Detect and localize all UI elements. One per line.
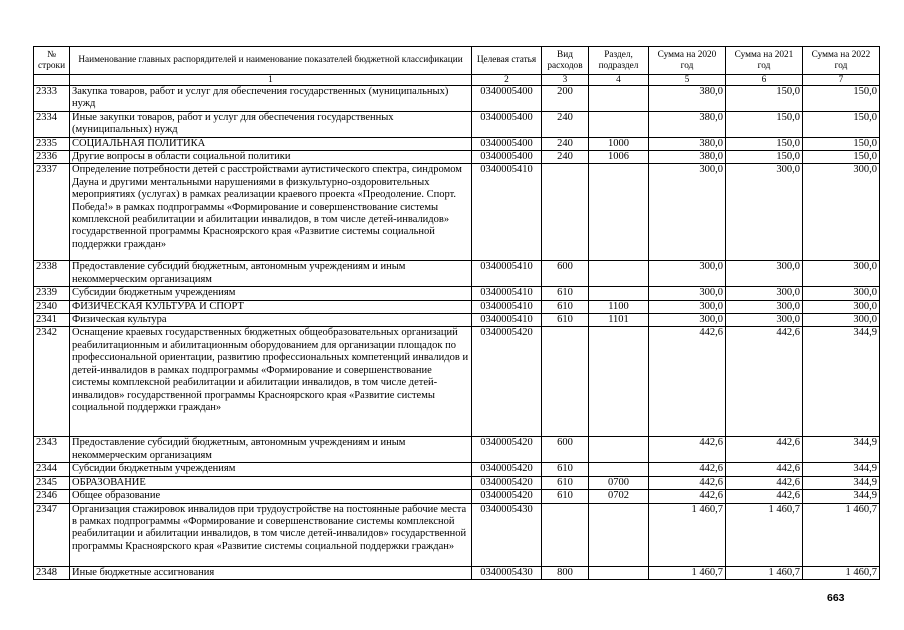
row-sum-2021-cell: 300,0	[726, 287, 803, 300]
row-sum-2022-cell: 150,0	[803, 111, 880, 137]
row-name-cell: Оснащение краевых государственных бюджетных общеобразовательных организаций реабилитационным и абилитационным оборудованием для организации площадок по профессиональной ориентации, развитию профессиональных компетенций инвалидов и детей-инвалидов в рамках подпрограммы «Формирование и совершенствование системы комплексной реабилитации и абилитации инвалидов, в том числе детей-инвалидов» государственной программы Красноярского края «Развитие системы социальной поддержки граждан»	[70, 327, 472, 437]
row-section-cell: 1101	[589, 314, 649, 327]
row-name-cell: Предоставление субсидий бюджетным, автономным учреждениям и иным некоммерческим организациям	[70, 261, 472, 287]
row-sum-2020-cell: 380,0	[649, 151, 726, 164]
row-target-cell: 0340005400	[472, 151, 542, 164]
row-target-cell: 0340005410	[472, 287, 542, 300]
row-sum-2020-cell: 1 460,7	[649, 503, 726, 566]
row-sum-2022-cell: 344,9	[803, 463, 880, 476]
row-number-cell: 2333	[34, 86, 70, 112]
row-number-cell: 2334	[34, 111, 70, 137]
row-expense-type-cell: 600	[542, 261, 589, 287]
column-number: 6	[726, 75, 803, 86]
header-expense-type: Вид расходов	[542, 47, 589, 75]
column-number: 1	[70, 75, 472, 86]
row-sum-2022-cell: 344,9	[803, 490, 880, 503]
row-number-cell: 2348	[34, 566, 70, 579]
row-expense-type-cell: 200	[542, 86, 589, 112]
row-number-cell: 2336	[34, 151, 70, 164]
row-section-cell	[589, 437, 649, 463]
table-row	[34, 137, 880, 150]
row-sum-2021-cell: 150,0	[726, 137, 803, 150]
row-section-cell: 1000	[589, 137, 649, 150]
row-name-cell: Субсидии бюджетным учреждениям	[70, 287, 472, 300]
row-expense-type-cell: 610	[542, 476, 589, 489]
row-expense-type-cell: 240	[542, 111, 589, 137]
column-number: 7	[803, 75, 880, 86]
row-sum-2021-cell: 442,6	[726, 490, 803, 503]
row-target-cell: 0340005420	[472, 490, 542, 503]
row-sum-2022-cell: 344,9	[803, 437, 880, 463]
column-number: 2	[472, 75, 542, 86]
row-sum-2020-cell: 300,0	[649, 287, 726, 300]
row-sum-2021-cell: 442,6	[726, 476, 803, 489]
row-name-cell: Организация стажировок инвалидов при трудоустройстве на постоянные рабочие места в рамках подпрограммы «Формирование и совершенствование системы комплексной реабилитации и абилитации инвалидов, в том числе детей-инвалидов» государственной программы Красноярского края «Развитие системы социальной поддержки граждан»	[70, 503, 472, 566]
row-sum-2021-cell: 300,0	[726, 164, 803, 261]
row-target-cell: 0340005430	[472, 503, 542, 566]
row-section-cell	[589, 327, 649, 437]
table-row	[34, 300, 880, 313]
row-sum-2021-cell: 300,0	[726, 300, 803, 313]
row-sum-2021-cell: 300,0	[726, 314, 803, 327]
row-sum-2020-cell: 380,0	[649, 111, 726, 137]
row-sum-2022-cell: 150,0	[803, 137, 880, 150]
row-name-cell: Субсидии бюджетным учреждениям	[70, 463, 472, 476]
row-target-cell: 0340005430	[472, 566, 542, 579]
header-row-no: № строки	[34, 47, 70, 75]
row-section-cell: 1006	[589, 151, 649, 164]
row-target-cell: 0340005410	[472, 314, 542, 327]
row-name-cell: Общее образование	[70, 490, 472, 503]
row-sum-2022-cell: 344,9	[803, 476, 880, 489]
row-sum-2021-cell: 150,0	[726, 86, 803, 112]
table-row	[34, 476, 880, 489]
row-sum-2020-cell: 300,0	[649, 314, 726, 327]
row-section-cell	[589, 111, 649, 137]
page-number: 663	[827, 592, 845, 604]
table-row	[34, 287, 880, 300]
row-expense-type-cell	[542, 503, 589, 566]
row-section-cell	[589, 503, 649, 566]
row-name-cell: ФИЗИЧЕСКАЯ КУЛЬТУРА И СПОРТ	[70, 300, 472, 313]
row-target-cell: 0340005420	[472, 437, 542, 463]
row-section-cell	[589, 164, 649, 261]
table-row	[34, 566, 880, 579]
row-sum-2020-cell: 442,6	[649, 327, 726, 437]
row-target-cell: 0340005410	[472, 300, 542, 313]
row-name-cell: Закупка товаров, работ и услуг для обеспечения государственных (муниципальных) нужд	[70, 86, 472, 112]
header-sum-2022: Сумма на 2022 год	[803, 47, 880, 75]
row-section-cell	[589, 287, 649, 300]
row-sum-2021-cell: 442,6	[726, 463, 803, 476]
table-row	[34, 261, 880, 287]
row-name-cell: Физическая культура	[70, 314, 472, 327]
header-sum-2021: Сумма на 2021 год	[726, 47, 803, 75]
header-section: Раздел, подраздел	[589, 47, 649, 75]
row-sum-2020-cell: 442,6	[649, 490, 726, 503]
row-target-cell: 0340005410	[472, 261, 542, 287]
row-sum-2021-cell: 442,6	[726, 327, 803, 437]
row-target-cell: 0340005400	[472, 137, 542, 150]
row-expense-type-cell: 610	[542, 287, 589, 300]
row-name-cell: ОБРАЗОВАНИЕ	[70, 476, 472, 489]
row-section-cell	[589, 86, 649, 112]
row-sum-2020-cell: 442,6	[649, 463, 726, 476]
row-sum-2021-cell: 442,6	[726, 437, 803, 463]
row-number-cell: 2335	[34, 137, 70, 150]
row-name-cell: СОЦИАЛЬНАЯ ПОЛИТИКА	[70, 137, 472, 150]
row-sum-2022-cell: 344,9	[803, 327, 880, 437]
table-header	[34, 47, 880, 86]
row-number-cell: 2344	[34, 463, 70, 476]
row-sum-2021-cell: 1 460,7	[726, 566, 803, 579]
row-sum-2020-cell: 442,6	[649, 476, 726, 489]
row-sum-2020-cell: 1 460,7	[649, 566, 726, 579]
row-sum-2022-cell: 300,0	[803, 314, 880, 327]
row-section-cell	[589, 261, 649, 287]
row-sum-2021-cell: 300,0	[726, 261, 803, 287]
row-expense-type-cell: 610	[542, 314, 589, 327]
row-name-cell: Определение потребности детей с расстройствами аутистического спектра, синдромом Дауна и другими ментальными нарушениями в физкультурно-оздоровительных мероприятиях (услугах) в рамках реализации краевого проекта «Преодоление. Спорт. Победа!» в рамках подпрограммы «Формирование и совершенствование системы комплексной реабилитации и абилитации инвалидов, в том числе детей-инвалидов» государственной программы Красноярского края «Развитие системы социальной поддержки граждан»	[70, 164, 472, 261]
table-row	[34, 490, 880, 503]
row-sum-2020-cell: 380,0	[649, 137, 726, 150]
row-name-cell: Иные бюджетные ассигнования	[70, 566, 472, 579]
row-number-cell: 2346	[34, 490, 70, 503]
row-number-cell: 2338	[34, 261, 70, 287]
row-number-cell: 2341	[34, 314, 70, 327]
row-section-cell	[589, 463, 649, 476]
row-sum-2022-cell: 300,0	[803, 164, 880, 261]
table-row	[34, 164, 880, 261]
row-sum-2020-cell: 300,0	[649, 164, 726, 261]
row-sum-2020-cell: 442,6	[649, 437, 726, 463]
row-name-cell: Другие вопросы в области социальной политики	[70, 151, 472, 164]
row-number-cell: 2337	[34, 164, 70, 261]
table-row	[34, 111, 880, 137]
row-sum-2021-cell: 1 460,7	[726, 503, 803, 566]
row-number-cell: 2340	[34, 300, 70, 313]
row-sum-2021-cell: 150,0	[726, 151, 803, 164]
header-row	[34, 47, 880, 75]
row-sum-2022-cell: 150,0	[803, 86, 880, 112]
table-row	[34, 437, 880, 463]
table-row	[34, 314, 880, 327]
row-expense-type-cell: 800	[542, 566, 589, 579]
column-number: 3	[542, 75, 589, 86]
row-sum-2020-cell: 300,0	[649, 261, 726, 287]
row-target-cell: 0340005420	[472, 463, 542, 476]
row-expense-type-cell: 610	[542, 463, 589, 476]
row-target-cell: 0340005400	[472, 86, 542, 112]
row-number-cell: 2345	[34, 476, 70, 489]
row-target-cell: 0340005420	[472, 476, 542, 489]
table-row	[34, 151, 880, 164]
row-number-cell: 2343	[34, 437, 70, 463]
table-row	[34, 86, 880, 112]
column-number: 5	[649, 75, 726, 86]
column-number-blank	[34, 75, 70, 86]
row-sum-2020-cell: 300,0	[649, 300, 726, 313]
row-name-cell: Предоставление субсидий бюджетным, автономным учреждениям и иным некоммерческим организациям	[70, 437, 472, 463]
header-sum-2020: Сумма на 2020 год	[649, 47, 726, 75]
row-expense-type-cell: 240	[542, 151, 589, 164]
column-number-row	[34, 75, 880, 86]
row-target-cell: 0340005400	[472, 111, 542, 137]
row-expense-type-cell: 600	[542, 437, 589, 463]
row-section-cell: 1100	[589, 300, 649, 313]
row-sum-2020-cell: 380,0	[649, 86, 726, 112]
row-sum-2022-cell: 1 460,7	[803, 566, 880, 579]
row-section-cell: 0702	[589, 490, 649, 503]
row-sum-2022-cell: 1 460,7	[803, 503, 880, 566]
table-row	[34, 327, 880, 437]
row-expense-type-cell	[542, 164, 589, 261]
row-target-cell: 0340005420	[472, 327, 542, 437]
row-expense-type-cell: 610	[542, 490, 589, 503]
budget-table	[33, 46, 880, 580]
row-number-cell: 2339	[34, 287, 70, 300]
row-sum-2022-cell: 150,0	[803, 151, 880, 164]
table-row	[34, 503, 880, 566]
table-row	[34, 463, 880, 476]
row-sum-2021-cell: 150,0	[726, 111, 803, 137]
row-expense-type-cell: 240	[542, 137, 589, 150]
column-number: 4	[589, 75, 649, 86]
row-name-cell: Иные закупки товаров, работ и услуг для обеспечения государственных (муниципальных) нужд	[70, 111, 472, 137]
row-section-cell	[589, 566, 649, 579]
header-name: Наименование главных распорядителей и наименование показателей бюджетной классификации	[70, 47, 472, 75]
row-number-cell: 2342	[34, 327, 70, 437]
table-body	[34, 86, 880, 580]
row-target-cell: 0340005410	[472, 164, 542, 261]
row-sum-2022-cell: 300,0	[803, 287, 880, 300]
row-number-cell: 2347	[34, 503, 70, 566]
row-section-cell: 0700	[589, 476, 649, 489]
row-expense-type-cell: 610	[542, 300, 589, 313]
row-sum-2022-cell: 300,0	[803, 300, 880, 313]
header-target: Целевая статья	[472, 47, 542, 75]
row-sum-2022-cell: 300,0	[803, 261, 880, 287]
row-expense-type-cell	[542, 327, 589, 437]
